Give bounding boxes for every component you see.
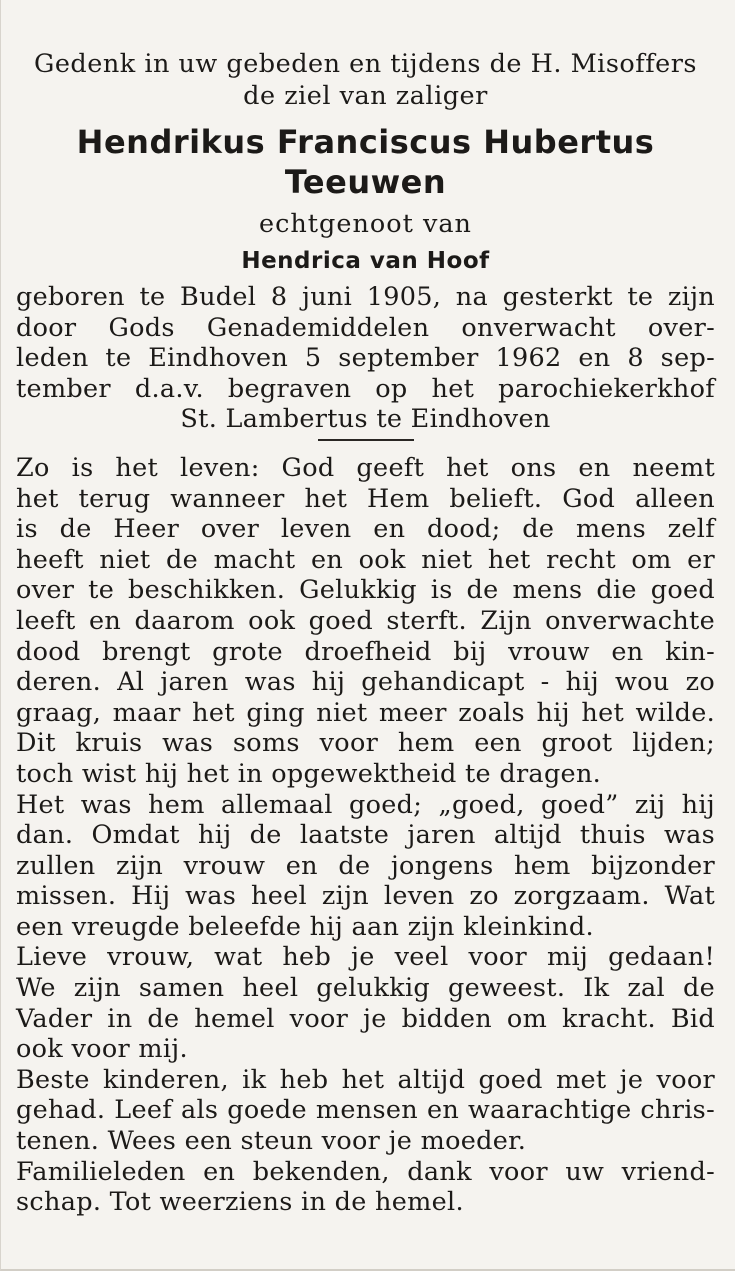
body-line: ook voor mij.: [16, 1034, 188, 1065]
body-line: Lieve vrouw, wat heb je veel voor mij gedaan!: [16, 942, 715, 973]
bio-line: geboren te Budel 8 juni 1905, na gesterkt te zijn: [16, 282, 715, 312]
divider-rule: [318, 439, 414, 441]
body-line: Familieleden en bekenden, dank voor uw vriend-: [16, 1156, 715, 1187]
intro-line: Gedenk in uw gebeden en tijdens de H. Misoffers: [33, 49, 698, 79]
body-line: We zijn samen heel gelukkig geweest. Ik zal de: [16, 973, 715, 1004]
body-line: graag, maar het ging niet meer zoals hij het wilde.: [16, 697, 715, 728]
body-line: leeft en daarom ook goed sterft. Zijn onverwachte: [16, 605, 715, 636]
spouse-name: Hendrica van Hoof: [241, 248, 490, 274]
body-line: gehad. Leef als goede mensen en waarachtige chris-: [16, 1095, 715, 1126]
bio-line: leden te Eindhoven 5 september 1962 en 8 sep-: [16, 343, 715, 374]
body-line: heeft niet de macht en ook niet het recht om er: [16, 544, 715, 575]
intro-line: de ziel van zaliger: [243, 81, 488, 111]
memorial-text: [16, 453, 715, 1218]
body-line: een vreugde beleefde hij aan zijn kleinkind.: [16, 911, 594, 942]
deceased-surname: Teeuwen: [284, 163, 447, 201]
biography: [16, 282, 715, 435]
body-line: dan. Omdat hij de laatste jaren altijd thuis was: [16, 820, 715, 851]
body-line: Beste kinderen, ik heb het altijd goed met je voor: [16, 1064, 715, 1095]
bio-line: door Gods Genademiddelen onverwacht over-: [16, 312, 715, 343]
body-line: Het was hem allemaal goed; „goed, goed” zij hij: [16, 789, 715, 820]
body-line: Dit kruis was soms voor hem een groot lijden;: [16, 728, 715, 759]
body-line: dood brengt grote droefheid bij vrouw en kin-: [16, 636, 715, 667]
body-line: is de Heer over leven en dood; de mens zelf: [16, 514, 715, 545]
body-line: zullen zijn vrouw en de jongens hem bijzonder: [16, 850, 715, 881]
body-line: schap. Tot weerziens in de hemel.: [16, 1187, 464, 1218]
body-line: over te beschikken. Gelukkig is de mens die goed: [16, 575, 715, 606]
deceased-name-line: Hendrikus Franciscus Hubertus: [76, 123, 655, 161]
body-line: Vader in de hemel voor je bidden om kracht. Bid: [16, 1003, 715, 1034]
bio-line: St. Lambertus te Eindhoven: [180, 404, 551, 435]
spouse-label: echtgenoot van: [259, 209, 472, 239]
body-line: Zo is het leven: God geeft het ons en neemt: [16, 452, 715, 483]
bio-line: tember d.a.v. begraven op het parochiekerkhof: [16, 373, 715, 404]
deceased-name: [16, 122, 715, 202]
body-line: missen. Hij was heel zijn leven zo zorgzaam. Wat: [16, 881, 715, 912]
body-line: deren. Al jaren was hij gehandicapt - hij wou zo: [16, 667, 715, 698]
intro-text: [16, 48, 715, 112]
body-line: toch wist hij het in opgewektheid te dragen.: [16, 758, 602, 789]
body-line: tenen. Wees een steun voor je moeder.: [16, 1126, 527, 1157]
body-line: het terug wanneer het Hem belieft. God alleen: [16, 483, 715, 514]
